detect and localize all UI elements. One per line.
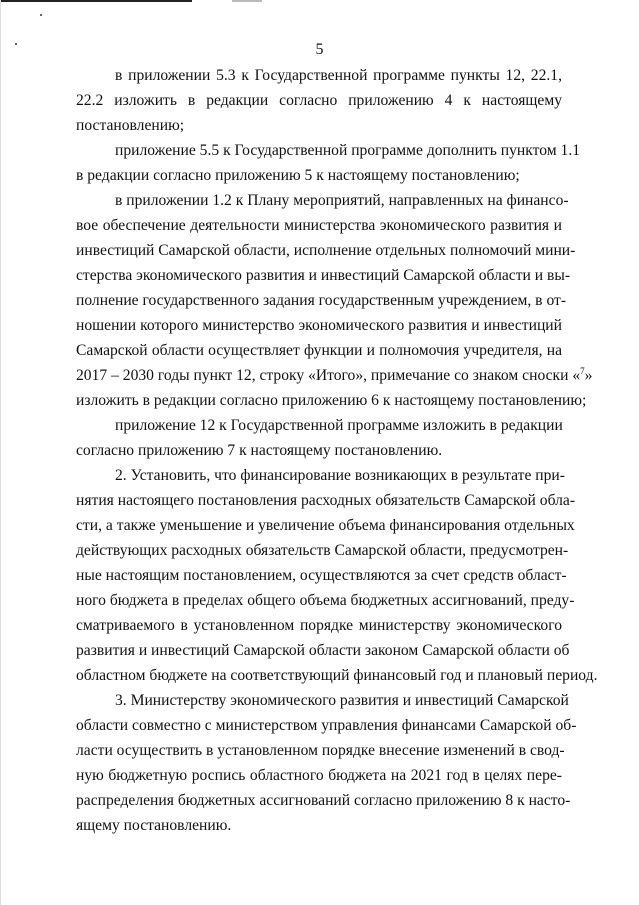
text-line: изложить в редакции согласно приложению 6 к настоящему постановлению; <box>76 392 587 410</box>
footnote-mark: 7 <box>580 366 585 377</box>
text-line: Самарской области осуществляет функции и полномочия учредителя, на <box>76 342 562 360</box>
text-line: действующих расходных обязательств Самарской области, предусмотрен- <box>76 542 569 560</box>
text-line: в приложении 1.2 к Плану мероприятий, направленных на финансо- <box>115 192 569 210</box>
document-body <box>76 63 598 838</box>
text-line: 3. Министерству экономического развития и инвестиций Самарской <box>115 692 569 710</box>
text-line: сти, а также уменьшение и увеличение объема финансирования отдельных <box>76 517 575 535</box>
text-line: областном бюджете на соответствующий финансовый год и плановый период. <box>76 667 598 685</box>
text-line: полнение государственного задания государственным учреждением, в от- <box>76 292 567 310</box>
text-line: развития и инвестиций Самарской области законом Самарской области об <box>76 642 570 660</box>
text-line: 2017 – 2030 годы пункт 12, строку «Итого», примечание со знаком сноски « <box>76 367 581 385</box>
text-line: ношении которого министерство экономического развития и инвестиций <box>76 317 562 335</box>
text-line: в приложении 5.3 к Государственной программе пункты 12, 22.1, <box>115 67 562 84</box>
text-line: 2. Установить, что финансирование возникающих в результате при- <box>115 467 565 485</box>
text-line: нятия настоящего постановления расходных обязательств Самарской обла- <box>76 492 576 510</box>
text-line-with-footnote <box>76 363 593 388</box>
text-line: согласно приложению 7 к настоящему постановлению. <box>76 442 443 460</box>
text-line: ласти осуществить в установленном порядке внесение изменений в свод- <box>76 742 565 760</box>
text-line: в редакции согласно приложению 5 к настоящему постановлению; <box>76 167 520 185</box>
text-line: постановлению; <box>76 117 185 135</box>
text-line: вое обеспечение деятельности министерства экономического развития и <box>76 217 562 235</box>
text-line: ные настоящим постановлением, осуществляются за счет средств област- <box>76 567 567 585</box>
scan-top-edge <box>0 0 192 2</box>
text-line: инвестиций Самарской области, исполнение отдельных полномочий мини- <box>76 242 576 260</box>
text-line: сматриваемого в установленном порядке министерству экономического <box>76 617 562 635</box>
scan-speck <box>40 14 42 16</box>
text-line: приложение 5.5 к Государственной программе дополнить пунктом 1.1 <box>115 142 581 160</box>
text-line: ящему постановлению. <box>76 817 232 835</box>
text-line: приложение 12 к Государственной программе изложить в редакции <box>115 417 563 435</box>
text-line: области совместно с министерством управления финансами Самарской об- <box>76 717 577 735</box>
page-number: 5 <box>315 41 324 58</box>
text-line: ного бюджета в пределах общего объема бюджетных ассигнований, преду- <box>76 592 575 610</box>
scan-left-edge <box>0 0 1 905</box>
text-line: ную бюджетную роспись областного бюджета на 2021 год в целях пере- <box>76 767 562 785</box>
text-line: 22.2 изложить в редакции согласно приложению 4 к настоящему <box>76 92 562 110</box>
quote-close: » <box>584 367 593 385</box>
scan-top-edge-fragment <box>232 0 262 2</box>
text-line: распределения бюджетных ассигнований согласно приложению 8 к насто- <box>76 792 571 810</box>
text-line: стерства экономического развития и инвестиций Самарской области и вы- <box>76 267 571 285</box>
